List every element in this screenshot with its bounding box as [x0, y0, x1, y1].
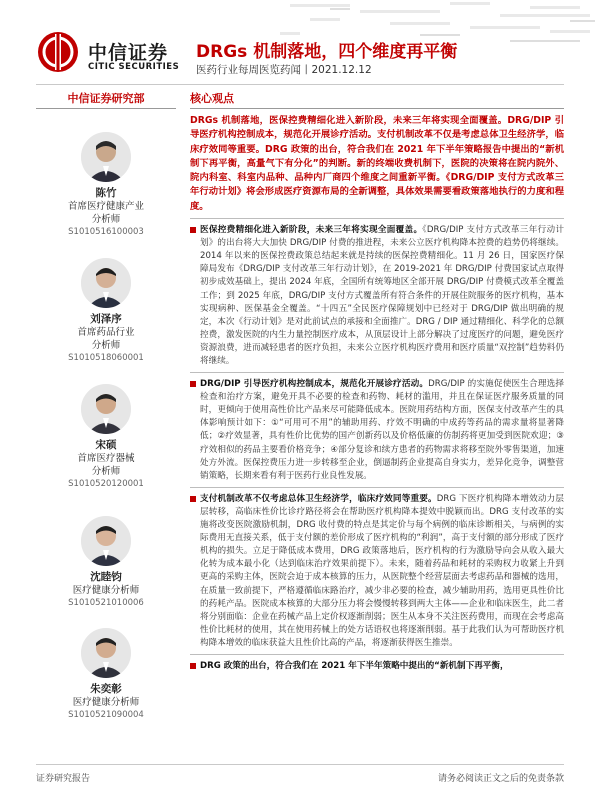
- avatar: [81, 258, 131, 308]
- core-views-section: [190, 90, 564, 673]
- analyst-card: [36, 628, 176, 722]
- avatar: [81, 628, 131, 678]
- report-subtitle: 医药行业每周医览药闻丨2021.12.12: [196, 64, 372, 76]
- summary-paragraph: DRGs 机制落地，医保控费精细化进入新阶段，未来三年将实现全面覆盖。DRG/DIP 引导医疗机构控制成本，规范化开展诊疗活动。支付机制改革不仅是考虑总体卫生经济学，临床疗效同等重要。DRG 政策的出台，符合我们在 2021 年下半年策略报告中提出的“新机制下再平衡，高量气下有分化”的判断。新的终端收费机制下，医院的决策将在院内院外、院内科室、科室内品种、品种内厂商四个维度之间重新平衡。《DRG/DIP 支付方式改革三年行动计划》将会形成医疗资源布局的全新调整，具体效果需要看政策落地执行的力度和程度。: [190, 115, 564, 212]
- analyst-license-id: S1010516100003: [68, 227, 144, 237]
- footer-report-type: 证券研究报告: [36, 774, 91, 784]
- analyst-name: 沈睦钧: [90, 571, 122, 583]
- header-divider: [36, 84, 564, 85]
- analyst-card: [36, 516, 176, 610]
- section-divider: [190, 487, 564, 488]
- analyst-role: 医疗健康分析师: [72, 697, 140, 708]
- analyst-sidebar: [36, 90, 176, 109]
- brand-name-en: CITIC SECURITIES: [88, 62, 180, 72]
- body-paragraph: [190, 660, 564, 673]
- red-square-bullet-icon: [190, 496, 196, 502]
- page-footer: [36, 764, 564, 789]
- analyst-license-id: S1010518060001: [68, 353, 144, 363]
- paragraph-body: 《DRG/DIP 支付方式改革三年行动计划》的出台将大大加快 DRG/DIP 付费的推进程，未来公立医疗机构降本控费的趋势仍将继续。2014 年以来的医保控费政策总结起来就是持续的医保控费精细化。11 月 26 日，国家医疗保障局发布《DRG/DIP 支付改革三年行动计划》，在 2019-2021 年 DRG/DIP 付费国家试点取得初步成效基础上，提出 2024 年底，全国所有统筹地区全部开展 DRG/DIP 付费模式改革全覆盖工作；到 2025 年底，DRG/DIP 支付方式覆盖所有符合条件的开展住院服务的医疗机构，基本实现病种、医保基金全覆盖。“十四五”全民医疗保障规划中已经对于 DRG/DIP 做出明确的规定，本次《行动计划》是对此前试点的承接和全面推广。DRG / DIP 通过精细化、科学化的总额控费，激发医院的内生力量控制医疗成本，从顶层设计上部分解决了过度医疗的问题，避免医疗资源浪费，进而减轻患者的医疗负担，未来公立医疗机构医疗费用和医疗质量“双控制”趋势料仍将继续。: [200, 225, 564, 367]
- analyst-role: 分析师: [91, 214, 121, 225]
- analyst-card: [36, 132, 176, 239]
- avatar: [81, 132, 131, 182]
- analyst-name: 朱奕彰: [90, 683, 122, 695]
- body-paragraph: [190, 493, 564, 650]
- body-paragraph: [190, 224, 564, 368]
- report-title: DRGs 机制落地，四个维度再平衡: [196, 42, 458, 62]
- analyst-license-id: S1010521090004: [68, 710, 144, 720]
- brand-name-cn: 中信证券: [88, 42, 169, 64]
- red-square-bullet-icon: [190, 663, 196, 669]
- paragraph-lead: 支付机制改革不仅考虑总体卫生经济学，临床疗效同等重要。: [200, 493, 437, 504]
- analyst-card: [36, 258, 176, 365]
- report-header: [0, 0, 600, 82]
- core-views-heading: 核心观点: [190, 90, 564, 109]
- analyst-role: 医疗健康分析师: [72, 585, 140, 596]
- analyst-role: 首席医疗健康产业: [67, 201, 144, 212]
- analyst-role: 首席医疗器械: [77, 453, 135, 464]
- analyst-name: 陈竹: [95, 187, 117, 199]
- analyst-role: 分析师: [91, 340, 121, 351]
- analyst-license-id: S1010521010006: [68, 598, 144, 608]
- citic-logo-icon: [36, 30, 80, 74]
- paragraph-lead: DRG 政策的出台，符合我们在 2021 年下半年策略中提出的“新机制下再平衡，: [200, 660, 509, 671]
- paragraph-body: DRG 下医疗机构降本增效动力层层转移，高临床性价比诊疗路径将会在帮助医疗机构降本提效中脱颖而出。DRG 支付改革的实施将改变医院激励机制，DRG 收付费的特点是其定价与每个病例的临床诊断相关，与病例的实际费用无直接关系，低于支付额的差价形成了医疗机构的“利润”，高于支付额的部分形成了医疗机构的损失。立足于降低成本费用，DRG 政策落地后，医疗机构的行为激励导向会从收入最大化转为成本最小化（达到临床治疗效果前提下）。未来，随着药品和耗材的采购权力收紧上升到更高的采购主体，医院会迫于成本核算的压力，从医院整个经营层面去考虑药品和器械的选用，在质量一致前提下，严格遵循临床路治疗，减少非必要的检查，减少辅助用药，选用更具性价比的药耗产品。医院成本核算的大部分压力将会慢慢转移到两大主体——企业和临床医生，此二者将分别面临：企业在药械产品上定价权逐渐削弱；医生从本身不关注医药费用，而现在会考虑高性价比耗材的使用，其在使用药械上的处方话语权也将逐渐削弱。基于此我们认为可帮助医疗机构降本增效的临床获益大且性价比高的产品，将逐渐获得医生推崇。: [200, 493, 564, 648]
- section-divider: [190, 372, 564, 373]
- analyst-card: [36, 384, 176, 491]
- analyst-license-id: S1010520120001: [68, 479, 144, 489]
- analyst-role: 首席药品行业: [77, 327, 135, 338]
- paragraph-lead: DRG/DIP 引导医疗机构控制成本，规范化开展诊疗活动。: [200, 379, 429, 390]
- section-divider: [190, 218, 564, 219]
- analyst-name: 宋硕: [95, 439, 117, 451]
- research-dept-heading: 中信证券研究部: [36, 90, 176, 109]
- analyst-name: 刘泽序: [90, 313, 122, 325]
- analyst-role: 分析师: [91, 466, 121, 477]
- paragraph-body: DRG/DIP 的实施促使医生合理选择检查和治疗方案，避免开具不必要的检查和药物、耗材的滥用，并且在保证医疗服务质量的同时，更倾向于使用高性价比产品来尽可能降低成本。医院用药结构方面，医保支付改革产生的具体影响预计如下：①“可用可不用”的辅助用药、疗效不明确的中成药等药品的需求量将显著降低；②疗效显著，具有性价比优势的国产创新药以及价格低廉的仿制药将更加受到医院欢迎；③疗效相似的药品主要看价格竞争；④部分复诊和续方患者的药物需求将移至院外零售渠道，加速处方外流。医保控费压力进一步转移至企业，倒逼制药企业提高自身实力，差异化竞争，调整营销策略，长期来看有利于医药行业良性发展。: [200, 379, 564, 481]
- paragraph-lead: 医保控费精细化进入新阶段，未来三年将实现全面覆盖。: [200, 225, 423, 236]
- body-paragraph: [190, 378, 564, 483]
- red-square-bullet-icon: [190, 227, 196, 233]
- avatar: [81, 384, 131, 434]
- footer-disclaimer: 请务必阅读正文之后的免责条款: [437, 774, 564, 784]
- red-square-bullet-icon: [190, 381, 196, 387]
- section-divider: [190, 654, 564, 655]
- avatar: [81, 516, 131, 566]
